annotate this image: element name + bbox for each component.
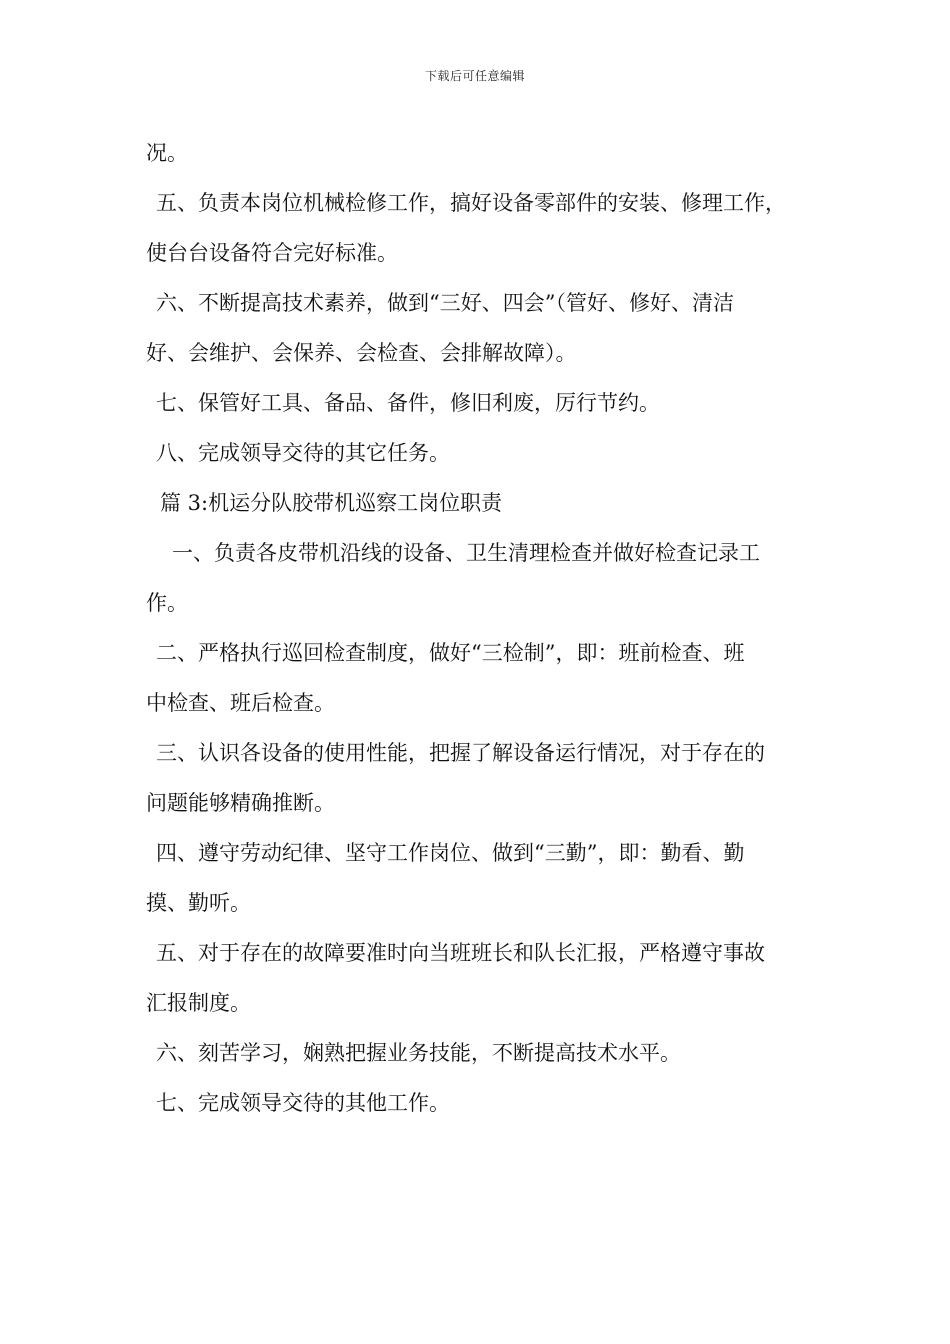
text-line: 六、不断提高技术素养，做到“三好、四会”（管好、修好、清洁 (156, 291, 734, 315)
text-line: 五、对于存在的故障要准时向当班班长和队长汇报，严格遵守事故 (156, 941, 765, 965)
text-line: 中检查、班后检查。 (146, 691, 335, 715)
text-line: 七、完成领导交待的其他工作。 (156, 1091, 450, 1115)
text-line: 四、遵守劳动纪律、坚守工作岗位、做到“三勤”，即：勤看、勤 (156, 841, 745, 865)
text-line: 三、认识各设备的使用性能，把握了解设备运行情况，对于存在的 (156, 741, 765, 765)
text-line: 好、会维护、会保养、会检查、会排解故障）。 (146, 341, 577, 365)
text-line: 摸、勤听。 (146, 891, 251, 915)
document-body (146, 128, 816, 1128)
text-line: 作。 (146, 591, 188, 615)
text-line: 八、完成领导交待的其它任务。 (156, 441, 450, 465)
text-line: 况。 (146, 141, 188, 165)
text-line: 问题能够精确推断。 (146, 791, 335, 815)
page-header: 下载后可任意编辑 (424, 69, 525, 83)
text-line: 六、刻苦学习，娴熟把握业务技能，不断提高技术水平。 (156, 1041, 681, 1065)
text-line: 汇报制度。 (146, 991, 251, 1015)
text-line: 七、保管好工具、备品、备件，修旧利废，厉行节约。 (156, 391, 660, 415)
text-line: 五、负责本岗位机械检修工作，搞好设备零部件的安装、修理工作， (156, 191, 786, 215)
text-line: 二、严格执行巡回检查制度，做好“三检制”，即：班前检查、班 (156, 641, 745, 665)
text-line: 一、负责各皮带机沿线的设备、卫生清理检查并做好检查记录工 (172, 541, 760, 565)
section-heading: 篇 3:机运分队胶带机巡察工岗位职责 (160, 491, 503, 515)
text-line: 使台台设备符合完好标准。 (146, 241, 398, 265)
